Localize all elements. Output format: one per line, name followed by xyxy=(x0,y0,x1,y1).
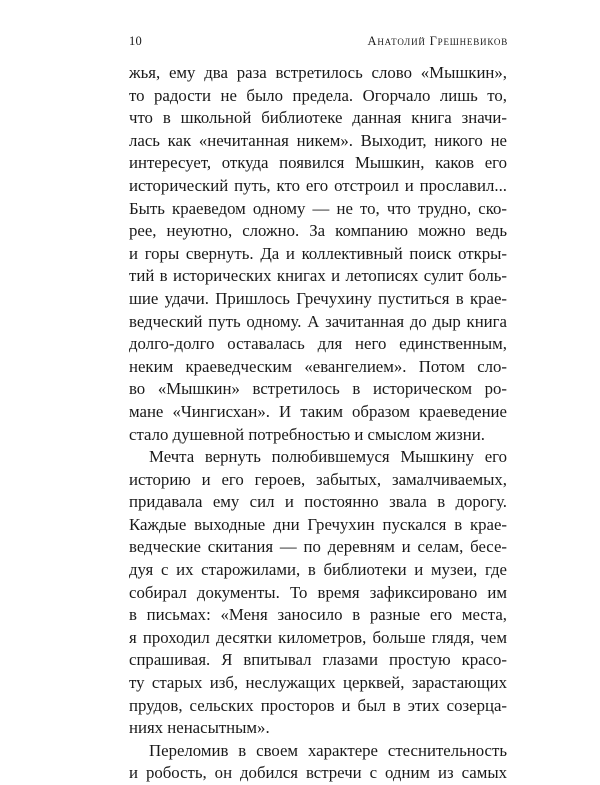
text-line: шие удачи. Пришлось Гречухину пуститься в крае- xyxy=(129,288,507,308)
text-line: ведческие скитания — по деревням и селам, бесе- xyxy=(129,537,507,557)
paragraph xyxy=(129,446,507,740)
text-line: историю и его героев, забытых, замалчиваемых, xyxy=(129,469,507,489)
text-line: прудов, сельских просторов и был в этих созерца- xyxy=(129,695,507,715)
text-line: ведческий путь одному. А зачитанная до дыр книга xyxy=(129,311,507,331)
text-line: жья, ему два раза встретилось слово «Мышкин», xyxy=(129,63,507,82)
running-title: Анатолий Грешневиков xyxy=(367,34,508,48)
text-line: стало душевной потребностью и смыслом жизни. xyxy=(129,424,485,444)
text-line: то радости не было предела. Огорчало лишь то, xyxy=(129,85,507,105)
text-line: что в школьной библиотеке данная книга значи- xyxy=(129,108,507,128)
text-line: Мечта вернуть полюбившемуся Мышкину его xyxy=(149,447,507,467)
text-line: собирал документы. То время зафиксировано им xyxy=(129,582,507,602)
text-line: ту старых изб, неслужащих церквей, зарастающих xyxy=(129,673,507,693)
text-line: долго-долго оставалась для него единственным, xyxy=(129,334,507,354)
text-line: неким краеведческим «евангелием». Потом сло- xyxy=(129,356,507,376)
text-line: в письмах: «Меня заносило в разные его места, xyxy=(129,605,507,625)
text-line: я проходил десятки километров, больше глядя, чем xyxy=(129,627,507,647)
text-line: Быть краеведом одному — не то, что трудно, ско- xyxy=(129,198,507,218)
text-line: лась как «нечитанная никем». Выходит, никого не xyxy=(129,130,507,150)
text-line: исторический путь, кто его отстроил и прославил... xyxy=(129,175,507,195)
paragraph xyxy=(129,740,507,785)
body-text xyxy=(129,62,507,785)
page-number: 10 xyxy=(129,34,143,48)
text-line: во «Мышкин» встретилось в историческом ро- xyxy=(129,379,507,399)
text-line: Переломив в своем характере стеснительность xyxy=(149,740,507,760)
text-line: спрашивая. Я впитывал глазами простую красо- xyxy=(129,650,507,670)
text-line: мане «Чингисхан». И таким образом краеведение xyxy=(129,401,507,421)
text-line: и робость, он добился встречи с одним из самых xyxy=(129,763,507,783)
text-line: рее, неуютно, сложно. За компанию можно ведь xyxy=(129,221,507,241)
running-header xyxy=(129,34,508,50)
paragraph xyxy=(129,62,507,446)
text-line: Каждые выходные дни Гречухин пускался в крае- xyxy=(129,514,507,534)
text-line: тий в исторических книгах и летописях сулит боль- xyxy=(129,266,507,286)
text-line: ниях ненасытным». xyxy=(129,718,270,738)
text-line: и горы свернуть. Да и коллективный поиск откры- xyxy=(129,243,507,263)
text-line: дуя с их старожилами, в библиотеки и музеи, где xyxy=(129,560,507,580)
text-line: придавала ему сил и постоянно звала в дорогу. xyxy=(129,492,507,512)
text-line: интересует, откуда появился Мышкин, каков его xyxy=(129,153,507,173)
